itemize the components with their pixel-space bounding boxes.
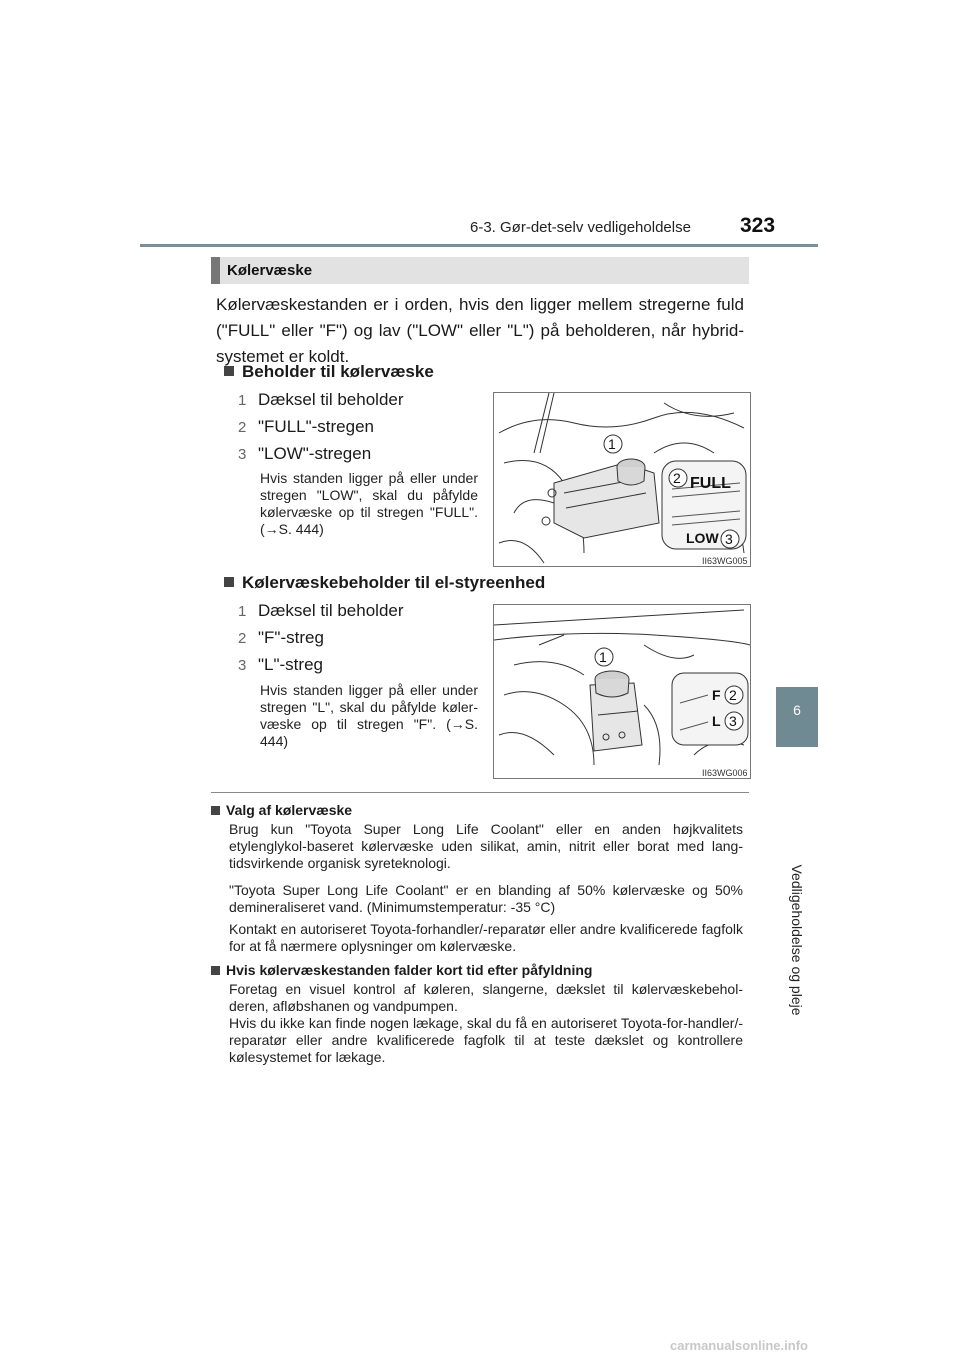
info-divider xyxy=(211,792,749,793)
section-title-bar xyxy=(211,257,749,284)
list-item xyxy=(238,628,324,648)
list-item-text: "FULL"-stregen xyxy=(258,417,375,436)
figure-inverter-coolant-reservoir xyxy=(493,604,751,779)
list-item xyxy=(238,417,374,437)
chapter-tab xyxy=(776,687,818,747)
engine-bay-illustration xyxy=(494,393,750,566)
callout-number: 1 xyxy=(238,603,247,620)
l-label: L xyxy=(712,713,721,729)
watermark: carmanualsonline.info xyxy=(670,1338,808,1353)
section-bar-accent xyxy=(211,257,220,284)
list-item-text: "F"-streg xyxy=(258,628,324,647)
square-bullet-icon xyxy=(224,366,234,376)
callout-3: 3 xyxy=(729,713,737,729)
figure-code: II63WG006 xyxy=(702,768,748,778)
note-text: Hvis standen ligger på eller under stregen "LOW", skal du påfylde kølervæske op til stregen "FULL". (→S. 444) xyxy=(260,470,478,537)
f-label: F xyxy=(712,687,721,703)
list-item-text: Dæksel til beholder xyxy=(258,601,404,620)
subheading-text: Kølervæskebeholder til el-styreenhed xyxy=(242,573,546,592)
list-item xyxy=(238,390,404,410)
callout-number: 3 xyxy=(238,446,247,463)
subheading-inverter-reservoir xyxy=(224,573,545,593)
callout-2: 2 xyxy=(673,470,681,486)
note-text: Hvis standen ligger på eller under stregen "L", skal du påfylde køler-væske op til stregen "F". (→S. 444) xyxy=(260,682,478,749)
square-bullet-icon xyxy=(224,577,234,587)
list-item-text: Dæksel til beholder xyxy=(258,390,404,409)
info-heading-text: Valg af kølervæske xyxy=(226,802,353,818)
full-label: FULL xyxy=(690,475,731,492)
info-heading xyxy=(211,802,352,818)
figure-coolant-reservoir xyxy=(493,392,751,567)
chapter-number: 6 xyxy=(793,702,801,718)
callout-1: 1 xyxy=(599,649,607,665)
chapter-title-vertical: Vedligeholdelse og pleje xyxy=(789,864,805,1016)
list-item xyxy=(238,655,323,675)
list-item-text: "L"-streg xyxy=(258,655,323,674)
callout-3: 3 xyxy=(725,531,733,547)
list-item-text: "LOW"-stregen xyxy=(258,444,372,463)
info-paragraph: Kontakt en autoriseret Toyota-forhandler/-reparatør eller andre kvalificerede fagfolk for at få nærmere oplysninger om kølervæske. xyxy=(229,921,743,954)
subheading-text: Beholder til kølervæske xyxy=(242,362,434,381)
callout-2: 2 xyxy=(729,687,737,703)
callout-number: 2 xyxy=(238,630,247,647)
info-paragraph: Brug kun "Toyota Super Long Life Coolant" eller en anden højkvalitets etylenglykol-baseret kølervæske uden silikat, amin, nitrit eller borat med lang-tidsvirkende organisk syreteknologi. xyxy=(229,821,743,871)
info-heading-text: Hvis kølervæskestanden falder kort tid efter påfyldning xyxy=(226,962,593,978)
info-paragraph: "Toyota Super Long Life Coolant" er en blanding af 50% kølervæske og 50% demineraliseret vand. (Minimumstemperatur: -35 °C) xyxy=(229,882,743,915)
intro-paragraph: Kølervæskestanden er i orden, hvis den ligger mellem stregerne fuld ("FULL" eller "F") og lav ("LOW" eller "L") på beholderen, når hybrid-systemet er koldt. xyxy=(216,295,744,366)
subheading-coolant-reservoir xyxy=(224,362,434,382)
section-title: Kølervæske xyxy=(227,262,313,279)
callout-number: 2 xyxy=(238,419,247,436)
low-label: LOW xyxy=(686,530,719,546)
callout-number: 3 xyxy=(238,657,247,674)
section-header-title: 6-3. Gør-det-selv vedligeholdelse xyxy=(470,219,691,236)
info-paragraph: Foretag en visuel kontrol af køleren, slangerne, dækslet til kølervæskebehol-deren, afløbshanen og vandpumpen. xyxy=(229,981,743,1014)
callout-number: 1 xyxy=(238,392,247,409)
info-paragraph: Hvis du ikke kan finde nogen lækage, skal du få en autoriseret Toyota-for-handler/-reparatør eller andre kvalificerede fagfolk til at teste dækslet og kontrollere kølesystemet for lækage. xyxy=(229,1015,743,1065)
header-divider xyxy=(140,244,818,247)
callout-1: 1 xyxy=(608,436,616,452)
square-bullet-icon xyxy=(211,966,220,975)
page-number: 323 xyxy=(740,214,776,237)
engine-bay-illustration xyxy=(494,605,750,778)
info-heading xyxy=(211,962,592,978)
square-bullet-icon xyxy=(211,806,220,815)
list-item xyxy=(238,444,371,464)
figure-code: II63WG005 xyxy=(702,556,748,566)
list-item xyxy=(238,601,404,621)
